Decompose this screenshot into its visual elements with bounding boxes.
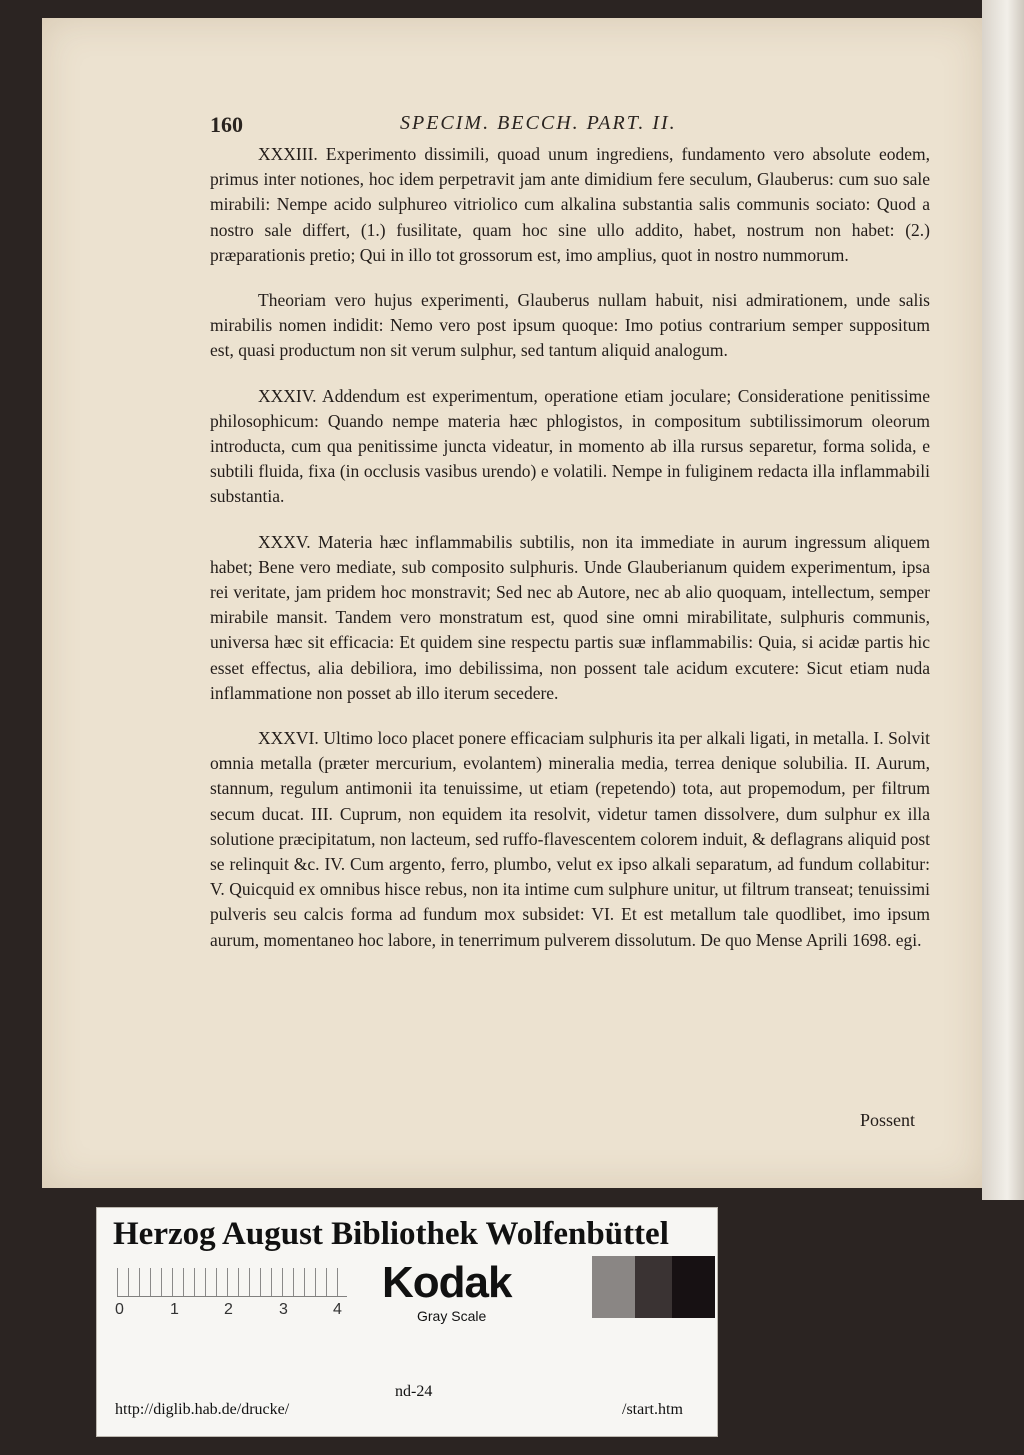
url-right: /start.htm (622, 1401, 683, 1418)
scale-number: 3 (279, 1301, 288, 1318)
scale-number: 4 (333, 1301, 342, 1318)
paragraph-xxxvi: XXXVI. Ultimo loco placet ponere efficaciam sulphuris ita per alkali ligati, in metalla. I. Solvit omnia metalla (præter mercurium, evolantem) mineralia media, terrea denique solubilia. II. Aurum, stannum, regulum antimonii ita tenuissime, ut etiam (repetendo) tota, aut propemodum, per filtrum secum ducat. III. Cuprum, non equidem ita resolvit, videtur tamen dissolvere, dum sulphur ex illa solutione præcipitatum, non lacteum, sed ruffo-flavescentem colorem induit, & deflagrans aliquid post se relinquit &c. IV. Cum argento, ferro, plumbo, velut ex ipso alkali separatum, ad fundum collabitur: V. Quicquid ex omnibus hisce rebus, non ita intime cum sulphure unitur, ut filtrum transeat; tenuissimi pulveris seu calcis forma ad fundum mox subsidet: VI. Et est metallum tale quodlibet, imo ipsum aurum, momentaneo hoc labore, in tenerrimum pulverem dissolutum. De quo Mense Aprili 1698. egi. (210, 728, 930, 950)
paragraph-xxxv: XXXV. Materia hæc inflammabilis subtilis, non ita immediate in aurum ingressum aliquem habet; Bene vero mediate, sub composito sulphuris. Unde Glauberianum quidem experimentum, ipsa rei veritate, jam pridem hoc monstravit; Sed nec ab Autore, nec ab alio quoquam, intellectum, semper mirabile mansit. Tandem vero monstratum est, quod sine omni mirabilitate, sulphuris communis, universa hæc sit efficacia: Et quidem sine respectu partis suæ inflammabilis: Quia, si acidæ partis hic esset effectus, alia debiliora, imo debilissima, non possent tale acidum excutere: Sicut etiam nuda inflammatione non posset ab illo iterum secedere. (210, 531, 930, 703)
gray-patch (672, 1256, 715, 1318)
paragraph-xxxiv: XXXIV. Addendum est experimentum, operatione etiam joculare; Consideratione penitissime philosophicum: Quando nempe materia hæc phlogistos, in compositum subtilissimorum oleorum introducta, cum qua penitissime juncta videatur, in momento ab illa rursus separetur, forma solida, e subtili fluida, fixa (in occlusis vasibus urendo) e volatili. Nempe in fuliginem redacta illa inflammabili substantia. (210, 385, 930, 507)
scale-number: 2 (224, 1301, 233, 1318)
library-label (96, 1207, 718, 1437)
paragraph-theoriam: Theoriam vero hujus experimenti, Glauberus nullam habuit, nisi admirationem, unde salis mirabilis nomen indidit: Nemo vero post ipsum quoque: Imo potius contrarium semper suppositum est, quasi productum non sit verum sulphur, sed tantum aliquid analogum. (210, 290, 930, 361)
scale-ruler (117, 1268, 347, 1297)
shelfmark: nd-24 (395, 1383, 433, 1400)
page-number: 160 (210, 112, 243, 137)
scale-number: 0 (115, 1301, 124, 1318)
url-left: http://diglib.hab.de/drucke/ (115, 1401, 290, 1418)
kodak-logo: Kodak (382, 1258, 512, 1307)
facing-page-edge (982, 0, 1024, 1200)
library-name: Herzog August Bibliothek Wolfenbüttel (113, 1216, 669, 1252)
body-text (210, 142, 930, 973)
paragraph-xxxiii: XXXIII. Experimento dissimili, quoad unum ingrediens, fundamento vero absolute eodem, primus inter notiones, hoc idem perpetravit jam ante dimidium fere seculum, Glauberus: cum suo sale mirabili: Nempe acido sulphureo vitriolico cum alkalina substantia salis communis sociato: Quod a nostro sale differt, (1.) fusilitate, quam hoc sine ullo addito, habet, nostrum non habet: (2.) præparationis pretio; Qui in illo tot grossorum est, imo amplius, quot in nostro nummorum. (210, 144, 930, 265)
scale-number: 1 (170, 1301, 179, 1318)
running-head: SPECIM. BECCH. PART. II. (400, 112, 677, 134)
page-header (210, 112, 770, 142)
gray-patch (592, 1256, 635, 1318)
gray-scale-label: Gray Scale (417, 1308, 487, 1324)
catchword: Possent (860, 1110, 916, 1130)
